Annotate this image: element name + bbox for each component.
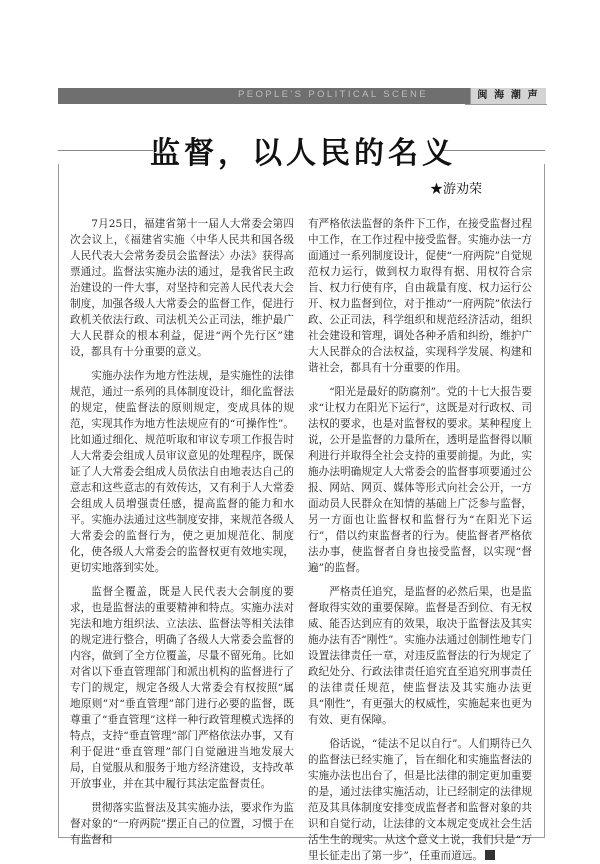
end-mark-icon bbox=[485, 850, 495, 860]
paragraph: 实施办法作为地方性法规，是实施性的法律规范，通过一系列的具体制度设计，细化监督法的规定，使监督法的原则规定，变成具体的规范，实现其作为地方性法规应有的“可操作性”。比如通过细化、规范听取和审议专项工作报告时人大常委会组成人员审议意见的处理程序，既保证了人大常委会组成人员依法自由地表达自己的意志和这些意志的有效传达，又有利于人大常委会组成人员增强责任感，提高监督的能力和水平。实施办法通过这些制度安排，来规范各级人大常委会的监督行为，使之更加规范化、制度化，使各级人大常委会的监督权更有效地实现，更切实地落到实处。 bbox=[70, 370, 294, 574]
paragraph: 7月25日，福建省第十一届人大常委会第四次会议上，《福建省实施〈中华人民共和国各级人民代表大会常务委员会监督法〉办法》获得高票通过。监督法实施办法的通过，是我省民主政治建设的一件大事，对坚持和完善人民代表大会制度，加强各级人大常委会的监督工作，促进行政机关依法行政、司法机关公正司法，维护最广大人民群众的根本利益，促进“两个先行区”建设，都具有十分重要的意义。 bbox=[70, 218, 294, 358]
paragraph bbox=[308, 736, 532, 864]
column-tag: 闽 海 潮 声 bbox=[470, 88, 546, 104]
paragraph: 监督全覆盖，既是人民代表大会制度的要求，也是监督法的重要精神和特点。实施办法对宪法和地方组织法、立法法、监督法等相关法律的规定进行整合，明确了各级人大常委会监督的内容，做到了全方位覆盖，尽量不留死角。比如对省以下垂直管理部门和派出机构的监督进行了专门的规定，规定各级人大常委会有权按照“属地原则”对“垂直管理”部门进行必要的监督，既尊重了“垂直管理”这样一种行政管理模式选择的特点，支持“垂直管理”部门严格依法办事，又有利于促进“垂直管理”部门自觉融进当地发展大局，自觉服从和服务于地方经济建设，支持改革开放事业，并在其中履行其法定监督责任。 bbox=[70, 586, 294, 790]
paragraph-text: 俗话说，“徒法不足以自行”。人们期待已久的监督法已经实施了，旨在细化和实施监督法的实施办法也出台了，但是比法律的制定更加重要的是，通过法律实施活动，让已经制定的法律规范及其具体制度安排变成监督者和监督对象的共识和自觉行动，让法律的文本规定变成社会生活活生生的现实。从这个意义上说，我们只是“万里长征走出了第一步”，任重而道远。 bbox=[308, 738, 532, 862]
article-author: ★游劝荣 bbox=[430, 182, 483, 197]
paragraph: 有严格依法监督的条件下工作，在接受监督过程中工作，在工作过程中接受监督。实施办法一方面通过一系列制度设计，促使“一府两院”自觉规范权力运行，做到权力取得有据、用权符合宗旨、权力行使有序，自由裁量有度、权力运行公开、权力监督到位，对于推动“一府两院”依法行政、公正司法，科学组织和规范经济活动，组织社会建设和管理，调处各种矛盾和纠纷，维护广大人民群众的合法权益，实现科学发展、构建和谐社会，都具有十分重要的作用。 bbox=[308, 218, 532, 374]
header-ornament-line bbox=[465, 104, 547, 113]
title-rule-left bbox=[58, 150, 153, 151]
right-column bbox=[308, 216, 532, 864]
paragraph: “阳光是最好的防腐剂”。党的十七大报告要求“让权力在阳光下运行”，这既是对行政权、司法权的要求，也是对监督权的要求。某种程度上说，公开是监督的力量所在，透明是监督得以顺利进行并取得全社会支持的重要前提。为此，实施办法明确规定人大常委会的监督事项要通过公报、网站、网页、媒体等形式向社会公开，一方面动员人民群众在知情的基础上广泛参与监督，另一方面也让监督权和监督行为“在阳光下运行”，借以约束监督者的行为。使监督者严格依法办事，使监督者自身也接受监督，以实现“督遍”的监督。 bbox=[308, 386, 532, 574]
article-title: 监督，以人民的名义 bbox=[150, 136, 456, 171]
title-rule-right bbox=[442, 150, 545, 151]
banner-text: PEOPLE'S POLITICAL SCENE bbox=[238, 89, 428, 100]
paragraph: 严格责任追究，是监督的必然后果，也是监督取得实效的重要保障。监督是否到位、有无权威、能否达到应有的效果，取决于监督法及其实施办法有否“刚性”。实施办法通过创制性地专门设置法律责任一章，对违反监督法的行为规定了政纪处分、行政法律责任追究直至追究刑事责任的法律责任规范，使监督法及其实施办法更具“刚性”，有更强大的权威性，实施起来也更为有效、更有保障。 bbox=[308, 586, 532, 726]
header-banner bbox=[58, 88, 478, 104]
paragraph: 贯彻落实监督法及其实施办法，要求作为监督对象的“一府两院”摆正自己的位置，习惯于在有监督和 bbox=[70, 802, 294, 846]
left-column bbox=[70, 216, 294, 848]
